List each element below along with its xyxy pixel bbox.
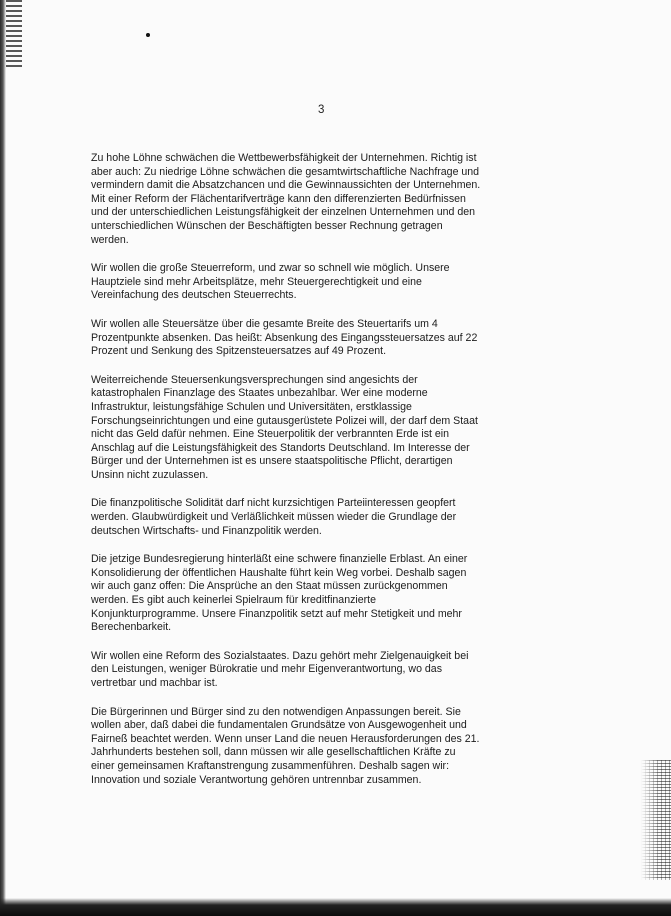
text-line: katastrophalen Finanzlage des Staates unbezahlbar. Wer eine moderne <box>91 387 428 400</box>
text-line: Die Bürgerinnen und Bürger sind zu den notwendigen Anpassungen bereit. Sie <box>91 705 461 718</box>
text-line: werden. Es gibt auch keinerlei Spielraum für kreditfinanzierte <box>91 594 376 607</box>
text-line: Wir wollen eine Reform des Sozialstaates. Dazu gehört mehr Zielgenauigkeit bei <box>91 649 469 662</box>
text-line: einer gemeinsamen Kraftanstrengung zusammenführen. Deshalb sagen wir: <box>91 759 450 772</box>
scan-shadow-left-edge <box>0 0 6 916</box>
text-line: werden. <box>91 233 129 246</box>
text-line: werden. Glaubwürdigkeit und Verläßlichkeit müssen wieder die Grundlage der <box>91 511 457 524</box>
text-line: Hauptziele sind mehr Arbeitsplätze, mehr Steuergerechtigkeit und eine <box>91 275 422 288</box>
text-line: nicht das Geld dafür nehmen. Eine Steuerpolitik der verbrannten Erde ist ein <box>91 428 450 441</box>
scan-speck <box>146 33 150 37</box>
text-line: vermindern damit die Absatzchancen und die Gewinnaussichten der Unternehmen. <box>91 179 481 192</box>
text-line: Konsolidierung der öffentlichen Haushalte führt kein Weg vorbei. Deshalb sagen <box>91 566 467 579</box>
text-line: Infrastruktur, leistungsfähige Schulen und Universitäten, erstklassige <box>91 400 412 413</box>
text-line: Konjunkturprogramme. Unsere Finanzpolitik setzt auf mehr Stetigkeit und mehr <box>91 607 462 620</box>
text-line: Bürger und der Unternehmen ist es unsere staatspolitische Pflicht, derartigen <box>91 455 453 468</box>
text-line: Forschungseinrichtungen und eine gutausgerüstete Polizei will, der darf dem Staat <box>91 414 478 427</box>
paragraph <box>91 374 507 483</box>
text-line: Zu hohe Löhne schwächen die Wettbewerbsfähigkeit der Unternehmen. Richtig ist <box>91 152 477 164</box>
paragraph <box>91 706 507 788</box>
paragraph <box>91 152 507 247</box>
text-line: Berechenbarkeit. <box>91 621 172 634</box>
paragraph <box>91 497 507 538</box>
text-line: unterschiedlichen Wünschen der Beschäftigten besser Rechnung getragen <box>91 219 443 232</box>
text-line: deutschen Wirtschafts- und Finanzpolitik werden. <box>91 524 322 537</box>
text-line: Fairneß beachtet werden. Wenn unser Land die neuen Herausforderungen des 21. <box>91 732 480 745</box>
text-line: Wir wollen die große Steuerreform, und zwar so schnell wie möglich. Unsere <box>91 262 450 275</box>
text-line: Vereinfachung des deutschen Steuerrechts. <box>91 289 297 302</box>
text-line: Prozent und Senkung des Spitzensteuersatzes auf 49 Prozent. <box>91 345 387 358</box>
text-line: Die jetzige Bundesregierung hinterläßt eine schwere finanzielle Erblast. An einer <box>91 553 468 566</box>
text-line: Wir wollen alle Steuersätze über die gesamte Breite des Steuertarifs um 4 <box>91 317 438 330</box>
text-line: vertretbar und machbar ist. <box>91 677 218 689</box>
text-line: Die finanzpolitische Solidität darf nicht kurzsichtigen Parteiinteressen geopfert <box>91 497 456 510</box>
text-line: wir auch ganz offen: Die Ansprüche an den Staat müssen zurückgenommen <box>91 580 448 593</box>
text-line: Anschlag auf die Leistungsfähigkeit des Standorts Deutschland. Im Interesse der <box>91 441 470 454</box>
scan-noise-right-edge <box>641 760 671 880</box>
text-line: Prozentpunkte absenken. Das heißt: Absenkung des Eingangssteuersatzes auf 22 <box>91 331 478 344</box>
scan-artifact-top-left <box>6 0 22 70</box>
document-body <box>91 152 507 802</box>
paragraph <box>91 553 507 635</box>
text-line: Unsinn nicht zuzulassen. <box>91 468 209 481</box>
paragraph <box>91 318 507 359</box>
text-line: Weiterreichende Steuersenkungsversprechungen sind angesichts der <box>91 373 418 386</box>
text-line: Jahrhunderts bestehen soll, dann müssen wir alle gesellschaftlichen Kräfte zu <box>91 746 456 759</box>
page-number: 3 <box>318 104 325 116</box>
text-line: aber auch: Zu niedrige Löhne schwächen die gesamtwirtschaftliche Nachfrage und <box>91 165 480 178</box>
paragraph <box>91 650 507 691</box>
text-line: Innovation und soziale Verantwortung gehören untrennbar zusammen. <box>91 773 422 786</box>
text-line: und der unterschiedlichen Leistungsfähigkeit der einzelnen Unternehmen und den <box>91 206 475 219</box>
text-line: Mit einer Reform der Flächentarifverträge kann den differenzierten Bedürfnissen <box>91 192 466 205</box>
paragraph <box>91 262 507 303</box>
scan-shadow-bottom-edge <box>0 898 671 916</box>
text-line: den Leistungen, weniger Bürokratie und mehr Eigenverantwortung, wo das <box>91 663 442 676</box>
text-line: wollen aber, daß dabei die fundamentalen Grundsätze von Ausgewogenheit und <box>91 719 467 732</box>
